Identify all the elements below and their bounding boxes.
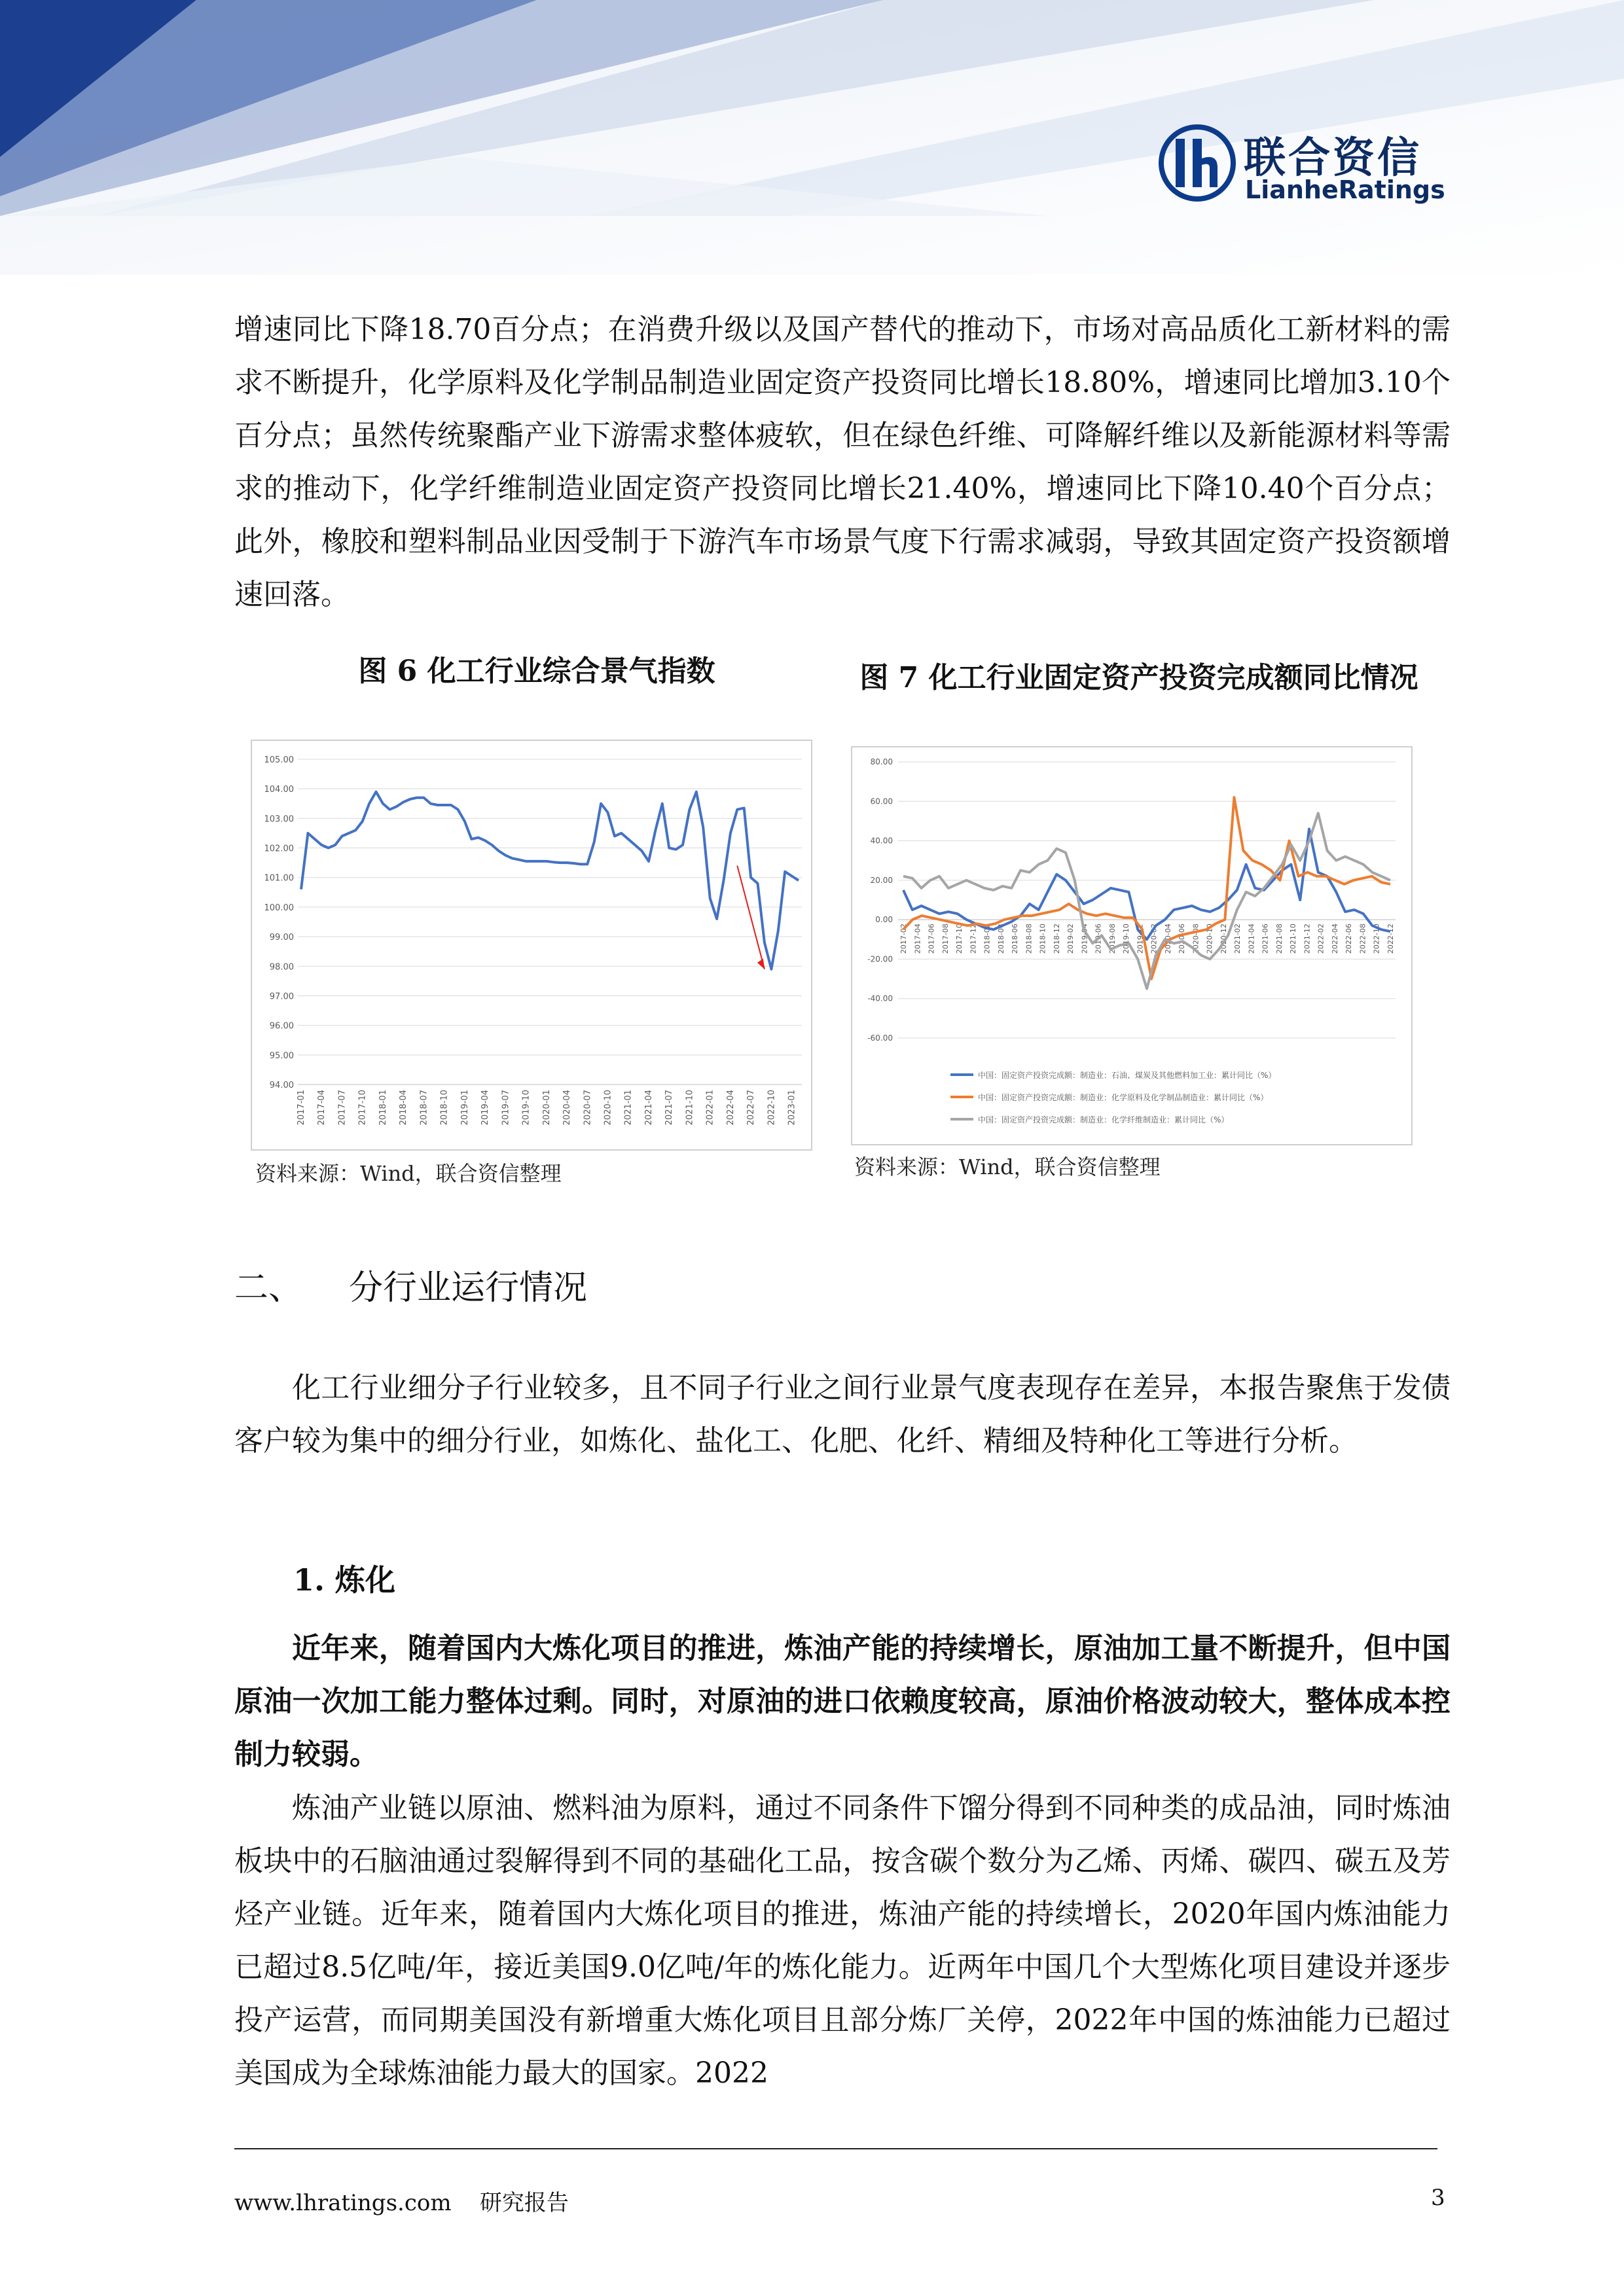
x-tick-label: 2021-01 — [623, 1090, 634, 1126]
legend-entry: 中国：固定资产投资完成额：制造业：化学原料及化学制品制造业：累计同比（%） — [978, 1093, 1269, 1102]
x-tick-label: 2020-01 — [541, 1090, 552, 1126]
x-tick-label: 2020-07 — [583, 1090, 593, 1126]
footer-website[interactable]: www.lhratings.com — [234, 2190, 452, 2216]
lianhe-logo-icon — [1159, 124, 1236, 202]
section-heading — [234, 1260, 587, 1309]
x-tick-label: 2019-02 — [1066, 924, 1075, 954]
x-tick-label: 2022-04 — [1330, 924, 1339, 954]
y-tick-label: 95.00 — [269, 1050, 294, 1061]
footer-site-label — [234, 2185, 569, 2217]
figure-7-title: 图 7 化工行业固定资产投资完成额同比情况 — [859, 661, 1418, 694]
paragraph-subindustries: 化工行业细分子行业较多，且不同子行业之间行业景气度表现存在差异，本报告聚焦于发债客户较为集中的细分行业，如炼化、盐化工、化肥、化纤、精细及特种化工等进行分析。 — [234, 1371, 1451, 1458]
x-tick-label: 2021-04 — [1247, 924, 1256, 954]
x-tick-label: 2017-01 — [297, 1090, 306, 1126]
x-tick-label: 2021-06 — [1261, 924, 1270, 954]
x-tick-label: 2020-04 — [562, 1090, 573, 1126]
x-tick-label: 2020-06 — [1178, 924, 1187, 954]
x-tick-label: 2018-08 — [1024, 924, 1034, 954]
y-tick-label: 105.00 — [264, 755, 294, 765]
y-tick-label: 80.00 — [870, 757, 893, 766]
logo-english-name: LianheRatings — [1245, 175, 1445, 204]
footer-divider — [234, 2148, 1437, 2149]
y-tick-label: 96.00 — [269, 1021, 294, 1031]
x-tick-label: 2017-04 — [317, 1090, 327, 1126]
y-tick-label: 97.00 — [269, 992, 294, 1002]
x-tick-label: 2019-10 — [521, 1090, 532, 1126]
paragraph-refining-summary: 近年来，随着国内大炼化项目的推进，炼油产能的持续增长，原油加工量不断提升，但中国原油一次加工能力整体过剩。同时，对原油的进口依赖度较高，原油价格波动较大，整体成本控制力较弱。 — [234, 1632, 1451, 1771]
x-tick-label: 2018-04 — [399, 1090, 409, 1126]
x-tick-label: 2018-02 — [983, 924, 992, 954]
page-number: 3 — [1431, 2185, 1445, 2211]
x-tick-label: 2022-12 — [1386, 924, 1395, 954]
x-tick-label: 2022-06 — [1344, 924, 1354, 954]
x-tick-label: 2022-07 — [746, 1090, 757, 1126]
x-tick-label: 2022-02 — [1316, 924, 1326, 954]
x-tick-label: 2017-07 — [337, 1090, 348, 1126]
logo-chinese-name: 联合资信 — [1244, 134, 1422, 183]
y-tick-label: 100.00 — [264, 903, 294, 913]
footer-report-label: 研究报告 — [479, 2190, 569, 2216]
x-tick-label: 2022-01 — [705, 1090, 715, 1126]
x-tick-label: 2018-07 — [419, 1090, 429, 1126]
annotation-arrow-head — [757, 959, 765, 969]
series-line-3 — [903, 813, 1390, 988]
y-tick-label: 98.00 — [269, 962, 294, 973]
x-tick-label: 2017-10 — [357, 1090, 368, 1126]
x-tick-label: 2022-10 — [767, 1090, 777, 1126]
x-tick-label: 2019-04 — [1080, 924, 1089, 954]
x-tick-label: 2021-08 — [1274, 924, 1284, 954]
y-tick-label: 102.00 — [264, 844, 294, 854]
y-tick-label: 101.00 — [264, 873, 294, 884]
x-tick-label: 2018-10 — [439, 1090, 450, 1126]
figure-6-chart — [251, 740, 812, 1151]
x-tick-label: 2020-08 — [1191, 924, 1200, 954]
x-tick-label: 2020-10 — [603, 1090, 613, 1126]
x-tick-label: 2019-01 — [460, 1090, 470, 1126]
x-tick-label: 2021-10 — [685, 1090, 695, 1126]
x-tick-label: 2021-12 — [1303, 924, 1312, 954]
x-tick-label: 2017-02 — [899, 924, 908, 954]
x-tick-label: 2019-12 — [1136, 924, 1145, 954]
figure-6-source: 资料来源：Wind，联合资信整理 — [255, 1161, 562, 1186]
figure-7-chart — [851, 746, 1413, 1145]
y-tick-label: 60.00 — [870, 797, 893, 806]
x-tick-label: 2020-02 — [1149, 924, 1159, 954]
x-tick-label: 2019-08 — [1108, 924, 1117, 954]
x-tick-label: 2020-04 — [1163, 924, 1172, 954]
y-tick-label: 94.00 — [269, 1081, 294, 1090]
paragraph-investment: 增速同比下降18.70百分点；在消费升级以及国产替代的推动下，市场对高品质化工新材料的需求不断提升，化学原料及化学制品制造业固定资产投资同比增长18.80%，增速同比增加3.10个百分点；虽然传统聚酯产业下游需求整体疲软，但在绿色纤维、可降解纤维以及新能源材料等需求的推动下，化学纤维制造业固定资产投资同比增长21.40%，增速同比下降10.40个百分点；此外，橡胶和塑料制品业因受制于下游汽车市场景气度下行需求减弱，导致其固定资产投资额增速回落。 — [234, 313, 1451, 611]
x-tick-label: 2021-07 — [664, 1090, 675, 1126]
y-tick-label: 99.00 — [269, 933, 294, 943]
x-tick-label: 2017-12 — [969, 924, 978, 954]
figure-6-title: 图 6 化工行业综合景气指数 — [358, 655, 715, 688]
x-tick-label: 2018-10 — [1038, 924, 1047, 954]
x-tick-label: 2017-04 — [913, 924, 922, 954]
y-tick-label: 40.00 — [870, 836, 893, 846]
legend-entry: 中国：固定资产投资完成额：制造业：化学纤维制造业：累计同比（%） — [978, 1115, 1229, 1124]
x-tick-label: 2020-10 — [1205, 924, 1214, 954]
legend-entry: 中国：固定资产投资完成额：制造业：石油、煤炭及其他燃料加工业：累计同比（%） — [978, 1071, 1276, 1080]
x-tick-label: 2018-01 — [378, 1090, 388, 1126]
x-tick-label: 2019-06 — [1094, 924, 1103, 954]
x-tick-label: 2017-10 — [955, 924, 964, 954]
x-tick-label: 2023-01 — [787, 1090, 797, 1126]
y-tick-label: 103.00 — [264, 814, 294, 825]
y-tick-label: -40.00 — [867, 994, 893, 1003]
x-tick-label: 2018-06 — [1011, 924, 1020, 954]
x-tick-label: 2018-04 — [996, 924, 1005, 954]
x-tick-label: 2018-12 — [1052, 924, 1061, 954]
x-tick-label: 2019-07 — [501, 1090, 511, 1126]
x-tick-label: 2019-10 — [1122, 924, 1131, 954]
x-tick-label: 2020-12 — [1219, 924, 1228, 954]
y-tick-label: 20.00 — [870, 875, 893, 885]
subsection-heading: 1. 炼化 — [293, 1562, 396, 1598]
section-title: 分行业运行情况 — [349, 1268, 588, 1308]
x-tick-label: 2022-08 — [1358, 924, 1367, 954]
y-tick-label: 104.00 — [264, 785, 294, 795]
paragraph-refining-detail: 炼油产业链以原油、燃料油为原料，通过不同条件下馏分得到不同种类的成品油，同时炼油板块中的石脑油通过裂解得到不同的基础化工品，按含碳个数分为乙烯、丙烯、碳四、碳五及芳烃产业链。近年来，随着国内大炼化项目的推进，炼油产能的持续增长，2020年国内炼油能力已超过8.5亿吨/年，接近美国9.0亿吨/年的炼化能力。近两年中国几个大型炼化项目建设并逐步投产运营，而同期美国没有新增重大炼化项目且部分炼厂关停，2022年中国的炼油能力已超过美国成为全球炼油能力最大的国家。2022 — [234, 1791, 1451, 2090]
x-tick-label: 2021-02 — [1233, 924, 1242, 954]
x-tick-label: 2019-04 — [480, 1090, 491, 1126]
x-tick-label: 2021-10 — [1289, 924, 1298, 954]
y-tick-label: -60.00 — [867, 1033, 893, 1043]
y-tick-label: -20.00 — [867, 954, 893, 964]
x-tick-label: 2017-08 — [941, 924, 950, 954]
x-tick-label: 2022-04 — [725, 1090, 736, 1126]
figure-7-source: 资料来源：Wind，联合资信整理 — [854, 1155, 1161, 1179]
x-tick-label: 2022-10 — [1372, 924, 1381, 954]
x-tick-label: 2017-06 — [927, 924, 936, 954]
y-tick-label: 0.00 — [875, 915, 893, 925]
section-number: 二、 — [234, 1268, 303, 1308]
company-logo — [1159, 124, 1447, 209]
x-tick-label: 2021-04 — [643, 1090, 654, 1126]
